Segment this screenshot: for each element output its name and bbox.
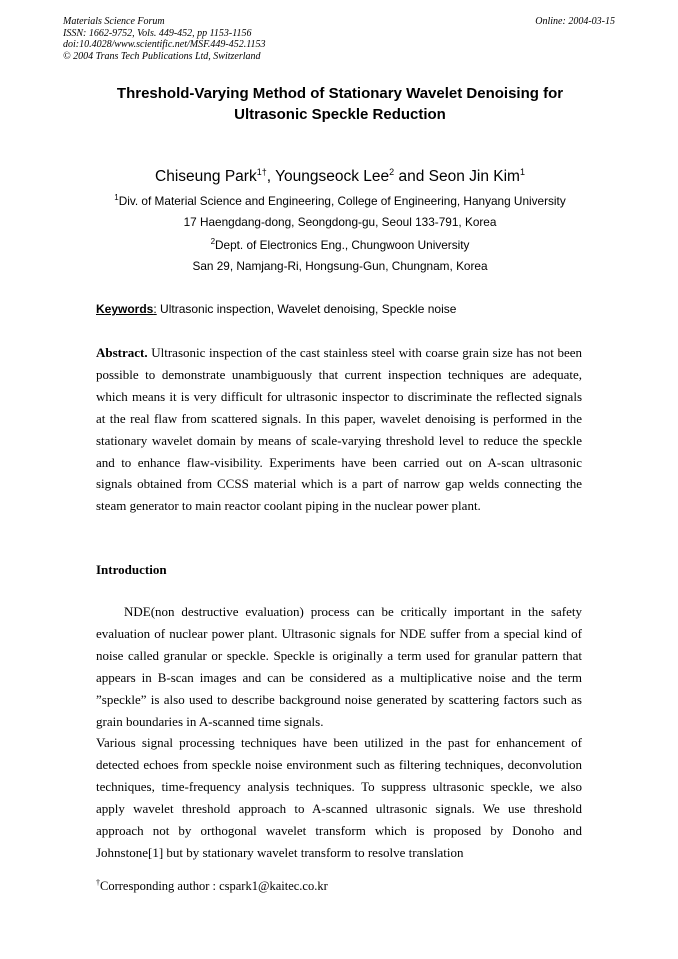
online-date: Online: 2004-03-15 [535, 16, 615, 27]
affiliation-2-address: San 29, Namjang-Ri, Hongsung-Gun, Chungnam, Korea [192, 259, 488, 273]
author-3: Seon Jin Kim [428, 168, 520, 186]
abstract [96, 342, 582, 517]
affiliation-2-mark: 2 [210, 237, 216, 246]
author-1: Chiseung Park [155, 168, 257, 186]
title-line-1: Threshold-Varying Method of Stationary Wavelet Denoising for [116, 85, 564, 102]
affiliation-1-address: 17 Haengdang-dong, Seongdong-gu, Seoul 133-791, Korea [183, 215, 497, 229]
footnote-text: Corresponding author : cspark1@kaitec.co.kr [100, 879, 328, 894]
footnote [96, 878, 328, 894]
doi-line: doi:10.4028/www.scientific.net/MSF.449-452.1153 [63, 39, 266, 50]
author-separator: , [266, 168, 276, 186]
author-list [60, 167, 620, 186]
affiliation-1-name: Div. of Material Science and Engineering, College of Engineering, Hanyang University [118, 193, 566, 208]
author-2: Youngseock Lee [275, 168, 390, 186]
intro-paragraph-2: Various signal processing techniques have been utilized in the past for enhancement of detected echoes from speckle noise environment such as filtering techniques, deconvolution techniques, time-frequency analysis techniques. To suppress ultrasonic speckle, we also apply wavelet threshold approach to A-scanned ultrasonic signals. We use threshold approach not by orthogonal wavelet transform which is proposed by Donoho and Johnstone[1] but by stationary wavelet transform to resolve translation [96, 735, 582, 860]
keywords [96, 302, 456, 316]
author-1-mark: 1† [256, 167, 267, 177]
affiliation-2 [60, 237, 620, 252]
journal-header [63, 16, 615, 62]
journal-name: Materials Science Forum [63, 16, 165, 27]
introduction-body [96, 601, 582, 864]
author-2-mark: 2 [389, 167, 395, 177]
keywords-text: Ultrasonic inspection, Wavelet denoising, Speckle noise [156, 302, 457, 316]
footnote-mark: † [96, 878, 100, 887]
abstract-text: Ultrasonic inspection of the cast stainless steel with coarse grain size has not been possible to demonstrate unambiguously that current inspection techniques are adequate, which means it is very difficult for ultrasonic inspector to discriminate the reflected signals at the real flaw from scattered signals. In this paper, wavelet denoising is performed in the stationary wavelet domain by means of scale-varying threshold level to reduce the speckle and to enhance flaw-visibility. Experiments have been carried out on A-scan ultrasonic signals obtained from CCSS material which is a part of narrow gap welds connecting the steam generator to main reactor coolant piping in the nuclear power plant. [96, 345, 582, 514]
affiliation-1-mark: 1 [114, 193, 119, 202]
intro-paragraph-1: NDE(non destructive evaluation) process can be critically important in the safety evaluation of nuclear power plant. Ultrasonic signals for NDE suffer from a special kind of noise called granular or speckle. Speckle is originally a term used for granular pattern that appears in B-scan images and can be considered as a multiplicative noise and the term ”speckle” is also used to describe background noise generated by scattering factors such as grain boundaries in A-scanned time signals. [96, 604, 582, 729]
title-line-2: Ultrasonic Speckle Reduction [234, 106, 446, 123]
keywords-label: Keywords [96, 302, 154, 316]
affiliation-2-name: Dept. of Electronics Eng., Chungwoon University [215, 237, 470, 252]
issn-line: ISSN: 1662-9752, Vols. 449-452, pp 1153-1156 [63, 27, 252, 39]
author-3-mark: 1 [519, 167, 525, 177]
abstract-label: Abstract. [96, 345, 148, 360]
copyright-line: © 2004 Trans Tech Publications Ltd, Switzerland [63, 50, 261, 62]
paper-title [60, 83, 620, 125]
introduction-heading: Introduction [96, 562, 167, 577]
affiliation-1 [60, 193, 620, 208]
keywords-colon: : [153, 302, 157, 316]
author-separator: and [394, 168, 429, 186]
